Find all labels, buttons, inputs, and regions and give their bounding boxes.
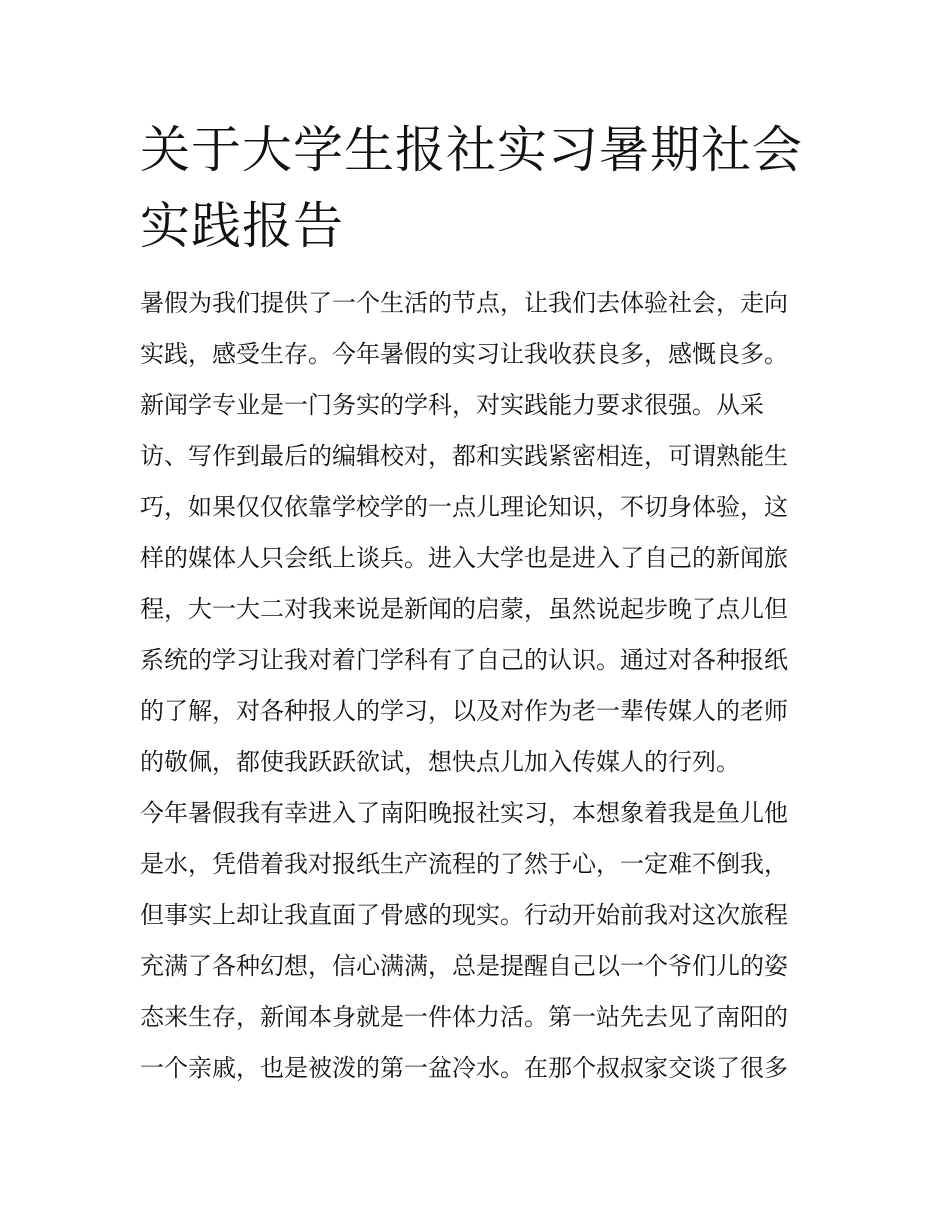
text-line: 态来生存，新闻本身就是一件体力活。第一站先去见了南阳的 — [140, 1003, 788, 1031]
text-line: 一个亲戚，也是被泼的第一盆冷水。在那个叔叔家交谈了很多 — [140, 1054, 788, 1082]
paragraph-1 — [140, 278, 820, 788]
text-line: 实践，感受生存。今年暑假的实习让我收获良多，感慨良多。 — [140, 340, 788, 368]
title-line: 关于大学生报社实习暑期社会 — [140, 121, 803, 179]
text-line: 暑假为我们提供了一个生活的节点，让我们去体验社会，走向 — [140, 289, 788, 317]
text-line: 的敬佩，都使我跃跃欲试，想快点儿加入传媒人的行列。 — [140, 748, 740, 776]
text-line: 新闻学专业是一门务实的学科，对实践能力要求很强。从采 — [140, 391, 764, 419]
title-line: 实践报告 — [140, 197, 344, 255]
paragraph-2 — [140, 788, 820, 1094]
document-title — [140, 112, 820, 264]
text-line: 巧，如果仅仅依靠学校学的一点儿理论知识，不切身体验，这 — [140, 493, 788, 521]
text-line: 的了解，对各种报人的学习，以及对作为老一辈传媒人的老师 — [140, 697, 788, 725]
text-line: 系统的学习让我对着门学科有了自己的认识。通过对各种报纸 — [140, 646, 788, 674]
text-line: 是水，凭借着我对报纸生产流程的了然于心，一定难不倒我， — [140, 850, 788, 878]
text-line: 程，大一大二对我来说是新闻的启蒙，虽然说起步晚了点儿但 — [140, 595, 788, 623]
text-line: 今年暑假我有幸进入了南阳晚报社实习，本想象着我是鱼儿他 — [140, 799, 788, 827]
document-body — [140, 278, 820, 1094]
text-line: 样的媒体人只会纸上谈兵。进入大学也是进入了自己的新闻旅 — [140, 544, 788, 572]
text-line: 但事实上却让我直面了骨感的现实。行动开始前我对这次旅程 — [140, 901, 788, 929]
text-line: 访、写作到最后的编辑校对，都和实践紧密相连，可谓熟能生 — [140, 442, 788, 470]
text-line: 充满了各种幻想，信心满满，总是提醒自己以一个爷们儿的姿 — [140, 952, 788, 980]
